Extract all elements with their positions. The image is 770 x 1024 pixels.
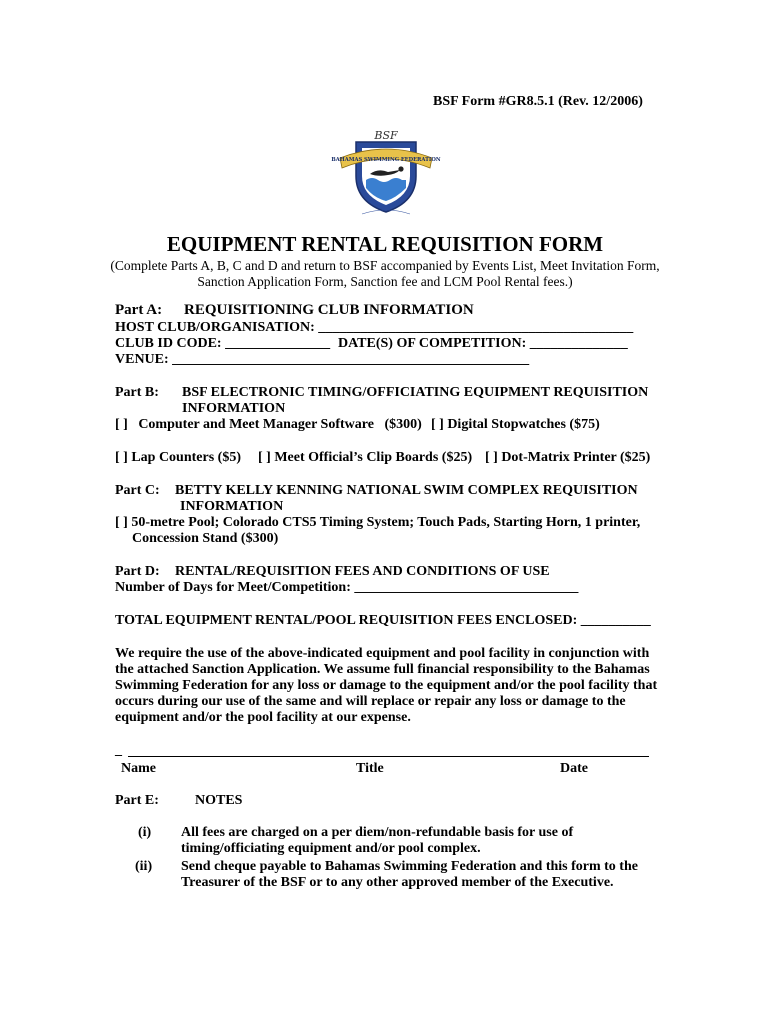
part-a-label: Part A: <box>115 302 163 318</box>
signature-dash: _ <box>115 743 122 758</box>
date-label: Date <box>560 761 588 776</box>
form-id: BSF Form #GR8.5.1 (Rev. 12/2006) <box>433 94 643 109</box>
statement-line3: Swimming Federation for any loss or damage to the equipment and/or the pool facility that <box>115 678 658 693</box>
pool-package-line2: Concession Stand ($300) <box>132 531 279 546</box>
part-e-heading: NOTES <box>195 793 243 808</box>
part-b-heading-line1: BSF ELECTRONIC TIMING/OFFICIATING EQUIPMENT REQUISITION <box>182 385 649 400</box>
part-a-heading: REQUISITIONING CLUB INFORMATION <box>184 302 474 318</box>
note1-line2: timing/officiating equipment and/or pool complex. <box>181 841 481 856</box>
logo-banner-text: BAHAMAS SWIMMING FEDERATION <box>331 157 441 163</box>
note2-line1: Send cheque payable to Bahamas Swimming Federation and this form to the <box>181 859 638 874</box>
part-d-heading: RENTAL/REQUISITION FEES AND CONDITIONS OF USE <box>175 564 550 579</box>
part-c-heading-line1: BETTY KELLY KENNING NATIONAL SWIM COMPLEX REQUISITION <box>175 483 638 498</box>
host-club-field[interactable]: HOST CLUB/ORGANISATION: _____________________________________________ <box>115 320 634 335</box>
part-b-label: Part B: <box>115 385 159 400</box>
signature-line[interactable] <box>128 756 649 757</box>
logo-monogram: BSF <box>374 129 398 142</box>
statement-line5: equipment and/or the pool facility at our expense. <box>115 710 411 725</box>
statement-line1: We require the use of the above-indicated equipment and pool facility in conjunction with <box>115 646 650 661</box>
venue-field[interactable]: VENUE: ___________________________________________________ <box>115 352 530 367</box>
part-b-heading-line2: INFORMATION <box>182 401 286 416</box>
form-title: EQUIPMENT RENTAL REQUISITION FORM <box>166 232 604 256</box>
part-d-label: Part D: <box>115 564 160 579</box>
subtitle-line1: (Complete Parts A, B, C and D and return to BSF accompanied by Events List, Meet Invitation Form, <box>110 258 660 273</box>
checkbox-lap-counters[interactable]: [ ] Lap Counters ($5) <box>115 450 241 465</box>
meet-days-field[interactable]: Number of Days for Meet/Competition: ________________________________ <box>115 580 579 595</box>
bsf-logo <box>331 128 441 214</box>
note1-number: (i) <box>138 825 152 840</box>
club-id-field[interactable]: CLUB ID CODE: _______________ <box>115 336 331 351</box>
statement-line2: the attached Sanction Application. We assume full financial responsibility to the Bahamas <box>115 662 650 677</box>
name-label: Name <box>121 761 156 776</box>
note1-line1: All fees are charged on a per diem/non-refundable basis for use of <box>181 825 574 840</box>
checkbox-computer-software[interactable]: [ ] Computer and Meet Manager Software ($300) <box>115 417 422 432</box>
total-fees-field[interactable]: TOTAL EQUIPMENT RENTAL/POOL REQUISITION FEES ENCLOSED: __________ <box>115 613 651 628</box>
checkbox-pool-package[interactable]: [ ] 50-metre Pool; Colorado CTS5 Timing System; Touch Pads, Starting Horn, 1 printer, <box>115 515 641 530</box>
checkbox-clip-boards[interactable]: [ ] Meet Official’s Clip Boards ($25) <box>258 450 473 465</box>
checkbox-digital-stopwatches[interactable]: [ ] Digital Stopwatches ($75) <box>431 417 600 432</box>
part-c-heading-line2: INFORMATION <box>180 499 284 514</box>
part-c-label: Part C: <box>115 483 160 498</box>
title-label: Title <box>356 761 384 776</box>
part-e-label: Part E: <box>115 793 159 808</box>
statement-line4: occurs during our use of the same and will replace or repair any loss or damage to the <box>115 694 626 709</box>
subtitle-line2: Sanction Application Form, Sanction fee and LCM Pool Rental fees.) <box>197 274 573 289</box>
note2-number: (ii) <box>135 859 153 874</box>
note2-line2: Treasurer of the BSF or to any other approved member of the Executive. <box>181 875 614 890</box>
checkbox-dot-matrix-printer[interactable]: [ ] Dot-Matrix Printer ($25) <box>485 450 651 465</box>
competition-dates-field[interactable]: DATE(S) OF COMPETITION: ______________ <box>338 336 628 351</box>
